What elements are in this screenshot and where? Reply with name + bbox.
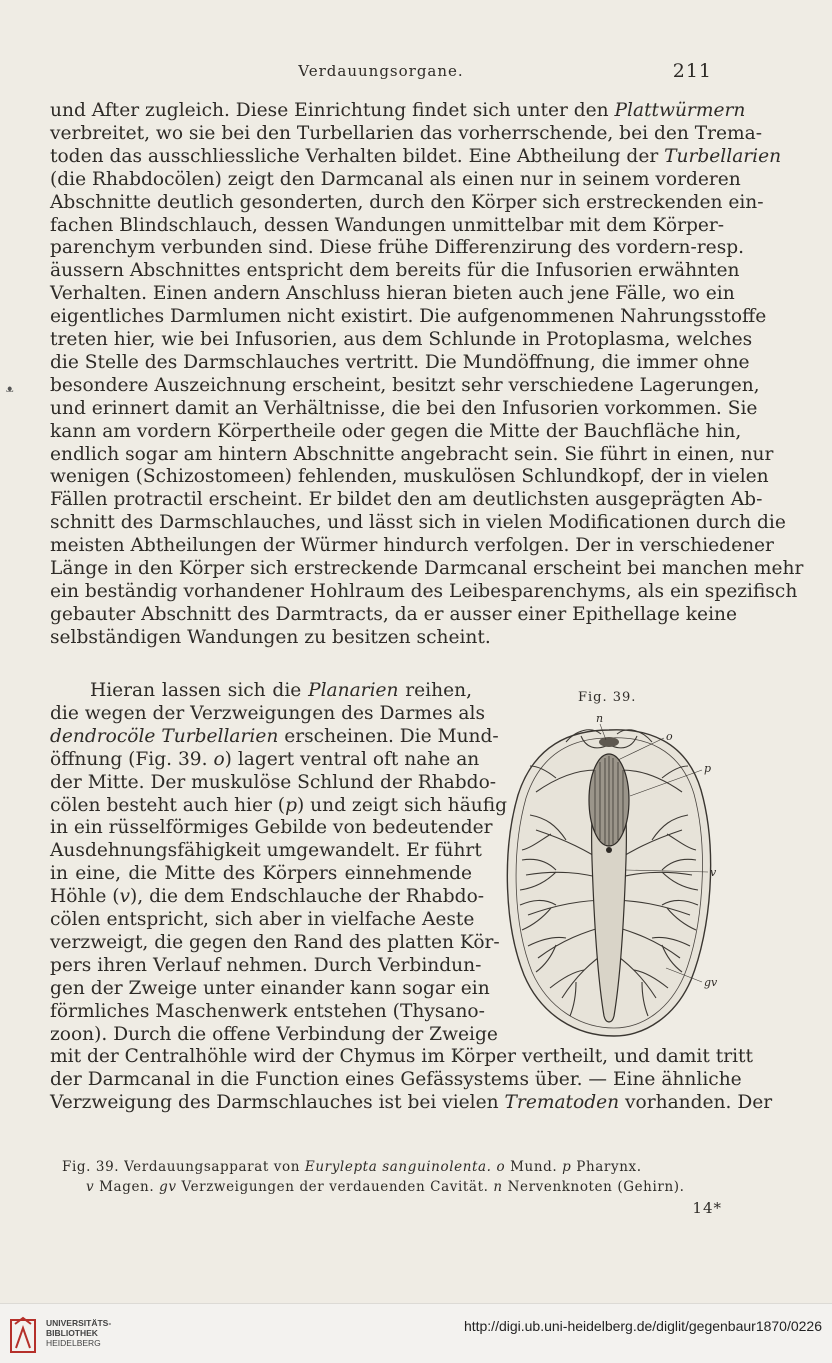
text-line <box>50 190 764 215</box>
text-line <box>50 861 472 886</box>
text-run: kann am vordern Körpertheile oder gegen die Mitte der Bauchfläche hin, <box>50 420 742 442</box>
text-line <box>50 373 760 398</box>
mouth-o <box>606 847 612 853</box>
text-run: Abschnitte deutlich gesonderten, durch den Körper sich erstreckenden ein- <box>50 191 764 213</box>
italic-run: Eurylepta sanguinolenta. <box>304 1159 492 1175</box>
text-run: ) lagert ventral oft nahe an <box>224 748 480 770</box>
text-line <box>50 815 493 840</box>
caption-line <box>62 1159 724 1176</box>
library-footer <box>0 1303 832 1363</box>
text-line <box>50 510 786 535</box>
text-line <box>50 1022 498 1047</box>
text-line <box>50 556 804 581</box>
text-run: endlich sogar am hintern Abschnitte angebracht sein. Sie führt in einen, nur <box>50 443 774 465</box>
text-line <box>50 98 746 123</box>
italic-run: Planarien <box>308 680 399 701</box>
text-run: gebauter Abschnitt des Darmtracts, da er ausser einer Epithellage keine <box>50 603 737 625</box>
text-run: vorhanden. Der <box>619 1091 773 1113</box>
text-run: eigentliches Darmlumen nicht existirt. Die aufgenommenen Nahrungsstoffe <box>50 306 767 328</box>
text-line <box>50 281 735 306</box>
text-line <box>50 235 745 260</box>
text-line <box>50 350 750 375</box>
text-line <box>50 442 774 467</box>
pharynx-p <box>589 754 629 846</box>
text-run: äussern Abschnittes entspricht dem bereits für die Infusorien erwähnten <box>50 260 740 282</box>
letter-v: v <box>710 866 717 879</box>
letter-p: p <box>704 762 712 775</box>
library-name-line: UNIVERSITÄTS- <box>46 1318 112 1328</box>
text-line <box>50 976 490 1001</box>
text-line <box>50 999 485 1024</box>
text-run: Verzweigung des Darmschlauches ist bei vielen <box>50 1091 505 1113</box>
text-run: cölen entspricht, sich aber in vielfache Aeste <box>50 909 475 930</box>
text-run: in ein rüsselförmiges Gebilde von bedeutender <box>50 817 493 839</box>
text-line <box>50 747 480 772</box>
italic-run: p <box>285 794 297 816</box>
text-run: treten hier, wie bei Infusorien, aus dem Schlunde in Protoplasma, welches <box>50 329 753 350</box>
text-run: Hieran lassen sich die <box>90 680 309 701</box>
text-line <box>50 1090 773 1115</box>
text-line <box>50 907 475 932</box>
figure-label: Fig. 39. <box>578 690 637 705</box>
text-line <box>50 304 767 329</box>
margin-mark: ᴥ <box>6 384 14 395</box>
text-line <box>50 701 486 726</box>
text-run: Höhle ( <box>50 886 120 908</box>
text-run: gen der Zweige unter einander kann sogar ein <box>50 977 490 999</box>
library-logo-icon <box>10 1314 36 1354</box>
text-line <box>50 579 798 604</box>
library-name-line: HEIDELBERG <box>46 1338 101 1348</box>
library-name-line: BIBLIOTHEK <box>46 1328 98 1338</box>
text-line <box>50 327 753 352</box>
text-run: Pharynx. <box>571 1159 642 1175</box>
text-run: Verzweigungen der verdauenden Cavität. <box>176 1179 494 1195</box>
text-line <box>50 838 482 863</box>
text-run: cölen besteht auch hier ( <box>50 794 286 816</box>
letter-n: n <box>596 712 604 725</box>
italic-run: o <box>496 1159 506 1175</box>
text-line <box>50 884 485 909</box>
text-run: besondere Auszeichnung erscheint, besitzt sehr verschiedene Lagerungen, <box>50 374 760 396</box>
text-run: förmliches Maschenwerk entstehen (Thysano- <box>50 1000 485 1022</box>
text-run: in eine, die Mitte des Körpers einnehmende <box>50 863 472 885</box>
running-header <box>50 60 712 86</box>
text-line <box>50 419 742 444</box>
italic-run: gv <box>159 1179 177 1195</box>
text-run: ), die dem Endschlauche der Rhabdo- <box>130 886 485 908</box>
text-run: und After zugleich. Diese Einrichtung findet sich unter den <box>50 100 615 121</box>
text-run: die Stelle des Darmschlauches vertritt. Die Mundöffnung, die immer ohne <box>50 351 750 373</box>
text-line <box>50 144 782 169</box>
text-line <box>50 464 769 489</box>
text-run: Ausdehnungsfähigkeit umgewandelt. Er führt <box>50 840 482 862</box>
italic-run: Plattwürmern <box>614 100 746 121</box>
italic-run: n <box>493 1179 503 1195</box>
text-run: meisten Abtheilungen der Würmer hindurch verfolgen. Der in verschiedener <box>50 535 774 557</box>
italic-run: o <box>213 748 225 770</box>
text-line <box>50 396 758 421</box>
italic-run: v <box>86 1179 95 1195</box>
text-run: ein beständig vorhandener Hohlraum des Leibesparenchyms, als ein spezifisch <box>50 580 798 602</box>
text-run: fachen Blindschlauch, dessen Wandungen unmittelbar mit dem Körper- <box>50 214 725 236</box>
text-run: Magen. <box>94 1179 160 1195</box>
text-run: und erinnert damit an Verhältnisse, die bei den Infusorien vorkommen. Sie <box>50 397 758 419</box>
text-line <box>50 1044 753 1069</box>
figure-39-illustration <box>496 700 722 1040</box>
text-run: verzweigt, die gegen den Rand des platten Kör- <box>50 931 500 953</box>
italic-run: p <box>562 1159 572 1175</box>
text-run: Mund. <box>505 1159 563 1175</box>
text-line <box>50 533 774 558</box>
text-line <box>50 930 500 955</box>
text-run: Verhalten. Einen andern Anschluss hieran bieten auch jene Fälle, wo ein <box>50 283 735 305</box>
text-line <box>50 770 497 795</box>
text-line <box>50 213 725 238</box>
text-line <box>50 625 722 650</box>
text-run: öffnung (Fig. 39. <box>50 748 214 770</box>
text-line <box>50 167 741 192</box>
italic-run: v <box>119 886 131 908</box>
text-line <box>50 953 482 978</box>
text-run: reihen, <box>398 680 472 701</box>
text-run: verbreitet, wo sie bei den Turbellarien das vorherrschende, bei den Trema- <box>50 122 763 144</box>
text-run: ) und zeigt sich häufig <box>296 794 508 816</box>
brain-n <box>599 737 619 747</box>
text-run: (die Rhabdocölen) zeigt den Darmcanal als einen nur in seinem vorderen <box>50 168 741 190</box>
text-line <box>50 487 763 512</box>
italic-run: Turbellarien <box>664 145 782 167</box>
text-run: der Darmcanal in die Function eines Gefässystems über. — Eine ähnliche <box>50 1068 742 1090</box>
text-run: der Mitte. Der muskulöse Schlund der Rhabdo- <box>50 771 497 793</box>
text-run: die wegen der Verzweigungen des Darmes als <box>50 702 486 724</box>
text-line <box>50 602 737 627</box>
text-run: schnitt des Darmschlauches, und lässt sich in vielen Modificationen durch die <box>50 512 786 534</box>
library-name <box>46 1318 111 1348</box>
running-title: Verdauungsorgane. <box>298 62 464 80</box>
text-run: toden das ausschliessliche Verhalten bildet. Eine Abtheilung der <box>50 145 665 167</box>
text-line <box>50 793 508 818</box>
page-number: 211 <box>672 60 712 82</box>
caption-line <box>86 1179 748 1196</box>
text-line <box>50 1067 742 1092</box>
text-run: wenigen (Schizostomeen) fehlenden, muskulösen Schlundkopf, der in vielen <box>50 466 769 488</box>
text-run: zoon). Durch die offene Verbindung der Zweige <box>50 1023 498 1045</box>
text-run: Fällen protractil erscheint. Er bildet den am deutlichsten ausgeprägten Ab- <box>50 489 763 511</box>
text-run: mit der Centralhöhle wird der Chymus im Körper vertheilt, und damit tritt <box>50 1046 753 1067</box>
letter-gv: gv <box>704 976 718 989</box>
italic-run: Trematoden <box>504 1091 620 1113</box>
text-run: Nervenknoten (Gehirn). <box>502 1179 685 1195</box>
text-run: Fig. 39. Verdauungsapparat von <box>62 1159 305 1175</box>
text-run: pers ihren Verlauf nehmen. Durch Verbindun- <box>50 954 482 976</box>
italic-run: dendrocöle Turbellarien <box>50 725 279 747</box>
source-url-link[interactable]: http://digi.ub.uni-heidelberg.de/diglit/gegenbaur1870/0226 <box>463 1318 822 1334</box>
letter-o: o <box>666 730 673 743</box>
text-run: selbständigen Wandungen zu besitzen scheint. <box>50 626 491 648</box>
signature-mark: 14* <box>692 1199 722 1217</box>
text-line <box>50 121 763 146</box>
text-line <box>50 724 499 749</box>
text-line <box>50 258 740 283</box>
text-run: erscheinen. Die Mund- <box>278 725 499 747</box>
text-line <box>50 678 472 703</box>
text-run: parenchym verbunden sind. Diese frühe Differenzirung des vordern-resp. <box>50 237 745 259</box>
text-run: Länge in den Körper sich erstreckende Darmcanal erscheint bei manchen mehr <box>50 558 804 579</box>
